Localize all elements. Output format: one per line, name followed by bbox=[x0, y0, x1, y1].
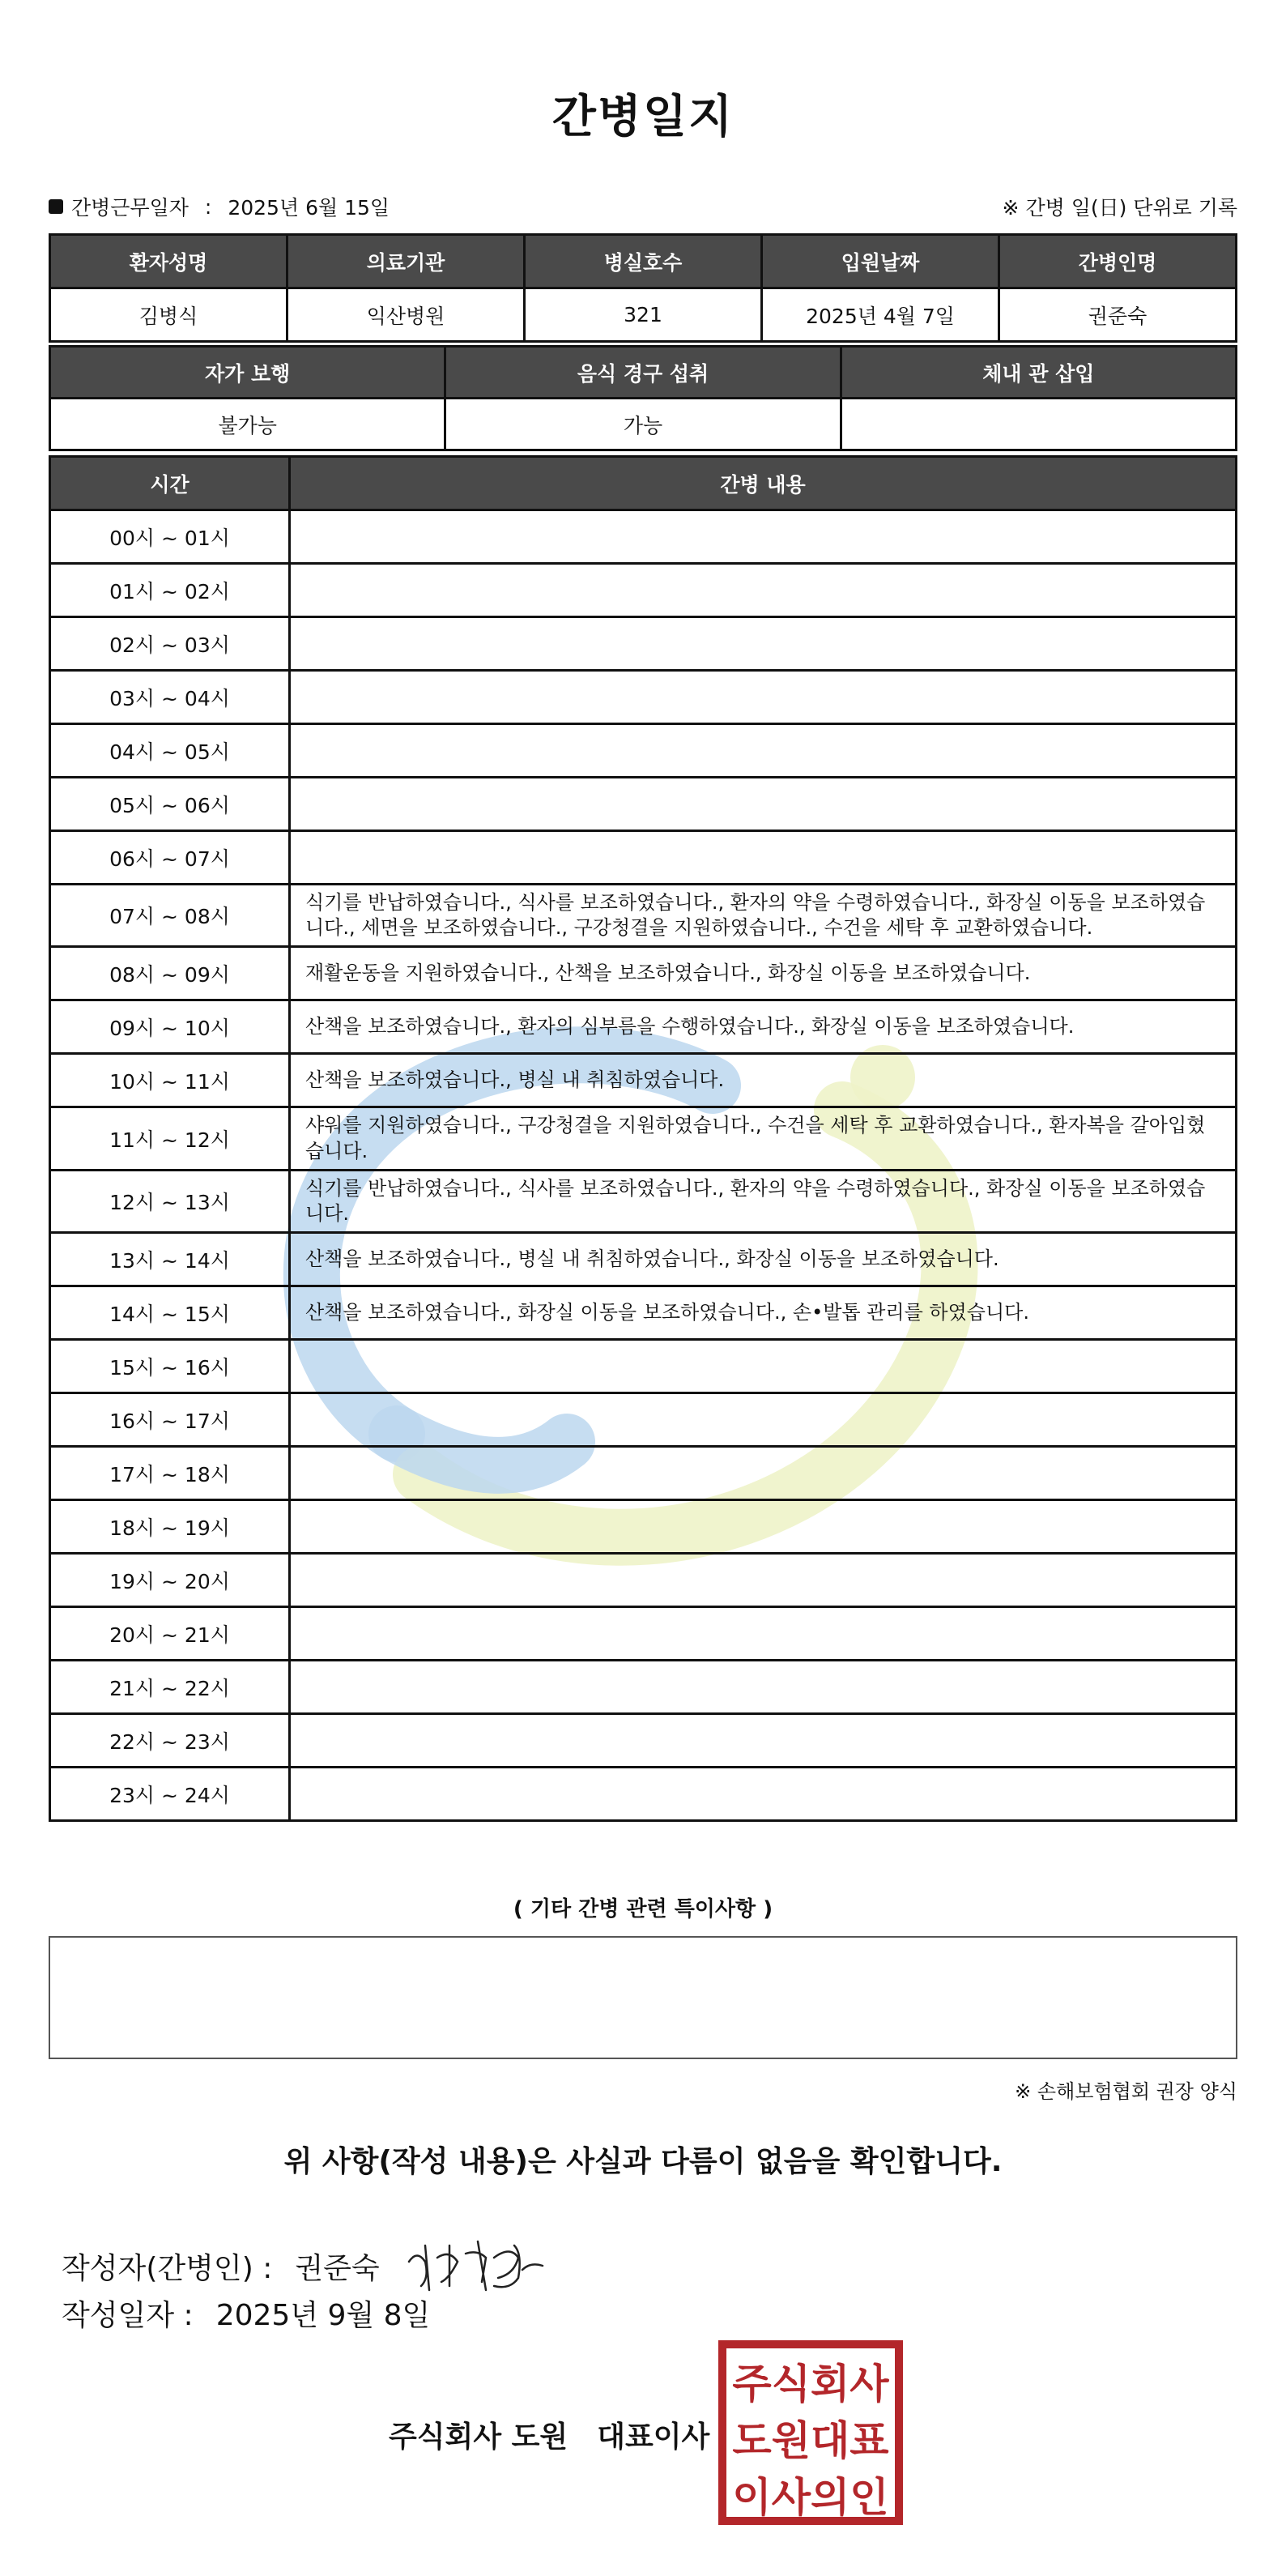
time-slot: 21시 ~ 22시 bbox=[50, 1661, 290, 1714]
care-content bbox=[290, 1447, 1237, 1500]
log-body bbox=[50, 510, 1237, 1821]
table-row bbox=[50, 1054, 1237, 1107]
care-content: 산책을 보조하였습니다., 환자의 심부름을 수행하였습니다., 화장실 이동을 보조하였습니다. bbox=[290, 1000, 1237, 1054]
time-slot: 01시 ~ 02시 bbox=[50, 564, 290, 617]
care-content bbox=[290, 564, 1237, 617]
header-room: 병실호수 bbox=[525, 235, 762, 288]
time-slot: 22시 ~ 23시 bbox=[50, 1714, 290, 1768]
recommendation-note: ※ 손해보험협회 권장 양식 bbox=[1015, 2080, 1237, 2103]
time-slot: 23시 ~ 24시 bbox=[50, 1768, 290, 1821]
care-content bbox=[290, 1340, 1237, 1393]
time-slot: 11시 ~ 12시 bbox=[50, 1107, 290, 1170]
table-row bbox=[50, 1286, 1237, 1340]
confirmation-statement: 위 사항(작성 내용)은 사실과 다름이 없음을 확인합니다. bbox=[283, 2145, 1003, 2178]
table-header-row bbox=[50, 347, 1237, 399]
table-row bbox=[50, 1661, 1237, 1714]
seal-line-2: 도원대표 bbox=[732, 2417, 889, 2464]
table-row bbox=[50, 399, 1237, 450]
table-row bbox=[50, 288, 1237, 342]
header-care-content: 간병 내용 bbox=[290, 457, 1237, 510]
author-label: 작성자(간병인) : bbox=[62, 2251, 273, 2285]
table-row bbox=[50, 1714, 1237, 1768]
header-self-walking: 자가 보행 bbox=[50, 347, 445, 399]
time-slot: 06시 ~ 07시 bbox=[50, 831, 290, 885]
room-number: 321 bbox=[525, 288, 762, 342]
care-content bbox=[290, 510, 1237, 564]
written-date-value: 2025년 9월 8일 bbox=[215, 2299, 431, 2332]
seal-line-3: 이사의인 bbox=[732, 2474, 889, 2521]
table-row bbox=[50, 671, 1237, 724]
table-row bbox=[50, 1233, 1237, 1286]
table-row bbox=[50, 1554, 1237, 1607]
time-slot: 10시 ~ 11시 bbox=[50, 1054, 290, 1107]
table-row bbox=[50, 617, 1237, 671]
time-slot: 07시 ~ 08시 bbox=[50, 885, 290, 947]
time-slot: 15시 ~ 16시 bbox=[50, 1340, 290, 1393]
care-content bbox=[290, 1500, 1237, 1554]
care-content bbox=[290, 831, 1237, 885]
header-caregiver-name: 간병인명 bbox=[999, 235, 1237, 288]
time-slot: 09시 ~ 10시 bbox=[50, 1000, 290, 1054]
table-row bbox=[50, 1447, 1237, 1500]
time-slot: 02시 ~ 03시 bbox=[50, 617, 290, 671]
care-content bbox=[290, 1768, 1237, 1821]
table-row bbox=[50, 778, 1237, 831]
care-content bbox=[290, 724, 1237, 778]
table-row bbox=[50, 831, 1237, 885]
time-slot: 16시 ~ 17시 bbox=[50, 1393, 290, 1447]
tube-insertion-value bbox=[841, 399, 1236, 450]
table-row bbox=[50, 724, 1237, 778]
header-tube-insertion: 체내 관 삽입 bbox=[841, 347, 1236, 399]
care-content bbox=[290, 1714, 1237, 1768]
time-slot: 03시 ~ 04시 bbox=[50, 671, 290, 724]
care-content bbox=[290, 671, 1237, 724]
company-row bbox=[389, 2414, 709, 2455]
care-content bbox=[290, 1393, 1237, 1447]
care-content: 산책을 보조하였습니다., 병실 내 취침하였습니다., 화장실 이동을 보조하였습니다. bbox=[290, 1233, 1237, 1286]
patient-name: 김병식 bbox=[50, 288, 287, 342]
care-content: 샤워를 지원하였습니다., 구강청결을 지원하였습니다., 수건을 세탁 후 교환하였습니다., 환자복을 갈아입혔습니다. bbox=[290, 1107, 1237, 1170]
written-date-label: 작성일자 : bbox=[62, 2299, 194, 2332]
care-content: 식기를 반납하였습니다., 식사를 보조하였습니다., 환자의 약을 수령하였습니다., 화장실 이동을 보조하였습니다. bbox=[290, 1170, 1237, 1232]
notes-box bbox=[49, 1936, 1237, 2059]
care-content bbox=[290, 1607, 1237, 1661]
meta-row bbox=[49, 192, 1237, 224]
self-walking-value: 불가능 bbox=[50, 399, 445, 450]
time-slot: 13시 ~ 14시 bbox=[50, 1233, 290, 1286]
table-row bbox=[50, 1607, 1237, 1661]
time-slot: 08시 ~ 09시 bbox=[50, 947, 290, 1000]
table-header-row bbox=[50, 457, 1237, 510]
work-date bbox=[49, 192, 390, 221]
patient-status-table bbox=[49, 345, 1237, 451]
care-content: 산책을 보조하였습니다., 병실 내 취침하였습니다. bbox=[290, 1054, 1237, 1107]
written-date-row bbox=[62, 2292, 430, 2334]
care-content bbox=[290, 1661, 1237, 1714]
table-row bbox=[50, 1500, 1237, 1554]
table-row bbox=[50, 1340, 1237, 1393]
header-oral-intake: 음식 경구 섭취 bbox=[445, 347, 841, 399]
care-content: 식기를 반납하였습니다., 식사를 보조하였습니다., 환자의 약을 수령하였습니다., 화장실 이동을 보조하였습니다., 세면을 보조하였습니다., 구강청결을 지원하였습니다., 수건을 세탁 후 교환하였습니다. bbox=[290, 885, 1237, 947]
square-bullet-icon bbox=[49, 199, 63, 214]
time-slot: 05시 ~ 06시 bbox=[50, 778, 290, 831]
representative-title: 대표이사 bbox=[597, 2420, 710, 2454]
care-content bbox=[290, 617, 1237, 671]
care-content bbox=[290, 778, 1237, 831]
time-slot: 17시 ~ 18시 bbox=[50, 1447, 290, 1500]
oral-intake-value: 가능 bbox=[445, 399, 841, 450]
notes-heading: ( 기타 간병 관련 특이사항 ) bbox=[513, 1897, 773, 1921]
hospital-name: 익산병원 bbox=[287, 288, 525, 342]
author-row bbox=[62, 2229, 555, 2302]
unit-note: ※ 간병 일(日) 단위로 기록 bbox=[1002, 196, 1237, 220]
work-date-separator: : bbox=[204, 194, 212, 219]
patient-info-table bbox=[49, 233, 1237, 343]
time-slot: 19시 ~ 20시 bbox=[50, 1554, 290, 1607]
table-row bbox=[50, 510, 1237, 564]
header-hospital: 의료기관 bbox=[287, 235, 525, 288]
header-patient-name: 환자성명 bbox=[50, 235, 287, 288]
header-time: 시간 bbox=[50, 457, 290, 510]
time-slot: 12시 ~ 13시 bbox=[50, 1170, 290, 1232]
time-slot: 00시 ~ 01시 bbox=[50, 510, 290, 564]
company-name: 주식회사 도원 bbox=[389, 2420, 568, 2454]
company-seal-stamp bbox=[718, 2339, 904, 2526]
signature-image bbox=[401, 2229, 555, 2302]
time-slot: 18시 ~ 19시 bbox=[50, 1500, 290, 1554]
table-row bbox=[50, 1170, 1237, 1232]
table-row bbox=[50, 564, 1237, 617]
table-row bbox=[50, 1768, 1237, 1821]
table-row bbox=[50, 1393, 1237, 1447]
table-row bbox=[50, 1107, 1237, 1170]
author-name: 권준숙 bbox=[295, 2251, 380, 2285]
seal-line-1: 주식회사 bbox=[732, 2361, 889, 2408]
care-content: 산책을 보조하였습니다., 화장실 이동을 보조하였습니다., 손•발톱 관리를 하였습니다. bbox=[290, 1286, 1237, 1340]
care-content bbox=[290, 1554, 1237, 1607]
header-admission-date: 입원날짜 bbox=[762, 235, 999, 288]
hourly-log-table bbox=[49, 455, 1237, 1822]
work-date-label: 간병근무일자 bbox=[71, 196, 189, 220]
caregiver-name: 권준숙 bbox=[999, 288, 1237, 342]
work-date-value: 2025년 6월 15일 bbox=[228, 196, 390, 220]
table-row bbox=[50, 885, 1237, 947]
care-content: 재활운동을 지원하였습니다., 산책을 보조하였습니다., 화장실 이동을 보조하였습니다. bbox=[290, 947, 1237, 1000]
time-slot: 04시 ~ 05시 bbox=[50, 724, 290, 778]
admission-date: 2025년 4월 7일 bbox=[762, 288, 999, 342]
table-row bbox=[50, 1000, 1237, 1054]
table-row bbox=[50, 947, 1237, 1000]
table-header-row bbox=[50, 235, 1237, 288]
time-slot: 20시 ~ 21시 bbox=[50, 1607, 290, 1661]
time-slot: 14시 ~ 15시 bbox=[50, 1286, 290, 1340]
document-title: 간병일지 bbox=[551, 91, 735, 143]
